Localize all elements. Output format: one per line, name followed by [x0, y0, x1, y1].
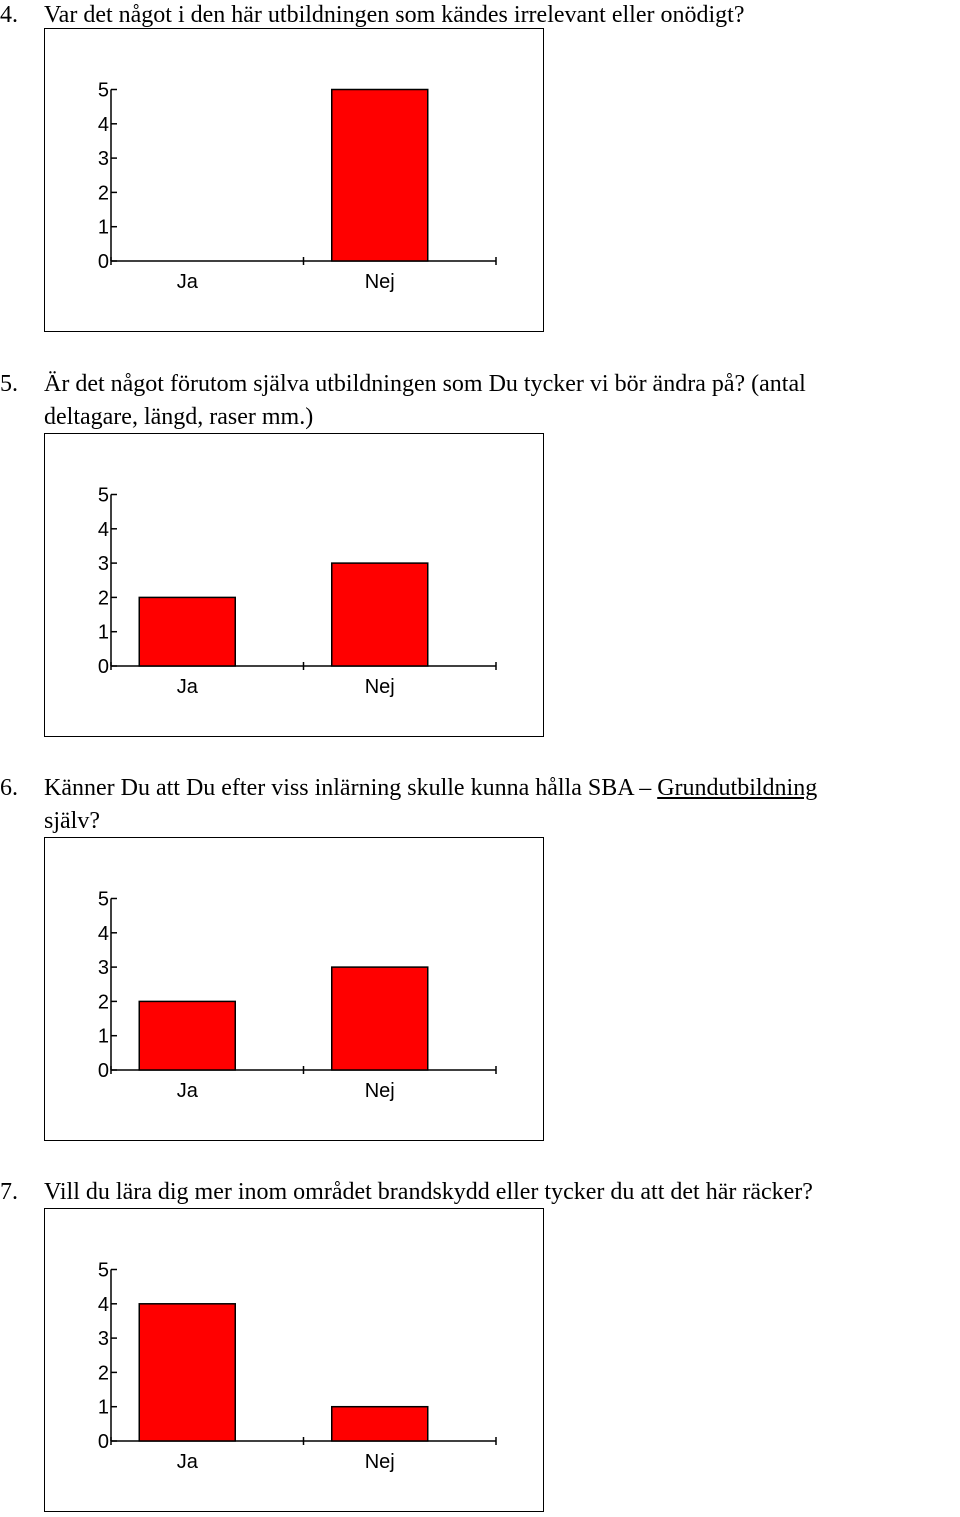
category-label: Nej [364, 1451, 395, 1473]
chart-q6 [44, 837, 544, 1141]
category-label: Ja [176, 271, 198, 293]
category-label: Ja [176, 1451, 198, 1473]
chart-q5 [44, 433, 544, 737]
question-number: 4. [0, 2, 18, 28]
bar-ja [139, 1001, 235, 1070]
y-tick-label: 2 [97, 1362, 109, 1385]
y-tick-label: 4 [97, 1293, 109, 1316]
bar-ja [139, 1304, 235, 1441]
category-label: Ja [176, 676, 198, 698]
chart-svg [45, 29, 545, 333]
bar-nej [332, 563, 428, 666]
category-label: Ja [176, 1080, 198, 1102]
y-tick-label: 4 [97, 518, 109, 541]
y-tick-label: 3 [97, 553, 109, 576]
question-number: 7. [0, 1179, 18, 1205]
y-tick-label: 0 [97, 251, 109, 273]
chart-q4 [44, 28, 544, 332]
y-tick-label: 0 [97, 1060, 109, 1082]
question-text [44, 773, 817, 804]
question-text: Var det något i den här utbildningen som kändes irrelevant eller onödigt? [44, 2, 745, 28]
y-tick-label: 0 [97, 1431, 109, 1453]
chart-svg [45, 434, 545, 738]
y-tick-label: 3 [97, 957, 109, 980]
question-text-underlined: Grundutbildning [657, 775, 818, 801]
bar-nej [332, 1407, 428, 1441]
y-tick-label: 1 [97, 1396, 109, 1419]
chart-q7 [44, 1208, 544, 1512]
y-tick-label: 5 [97, 1259, 109, 1282]
question-text: Är det något förutom själva utbildningen som Du tycker vi bör ändra på? (antal [44, 371, 806, 397]
category-label: Nej [364, 271, 395, 293]
y-tick-label: 1 [97, 216, 109, 239]
y-tick-label: 3 [97, 148, 109, 171]
y-tick-label: 4 [97, 113, 109, 136]
y-tick-label: 3 [97, 1328, 109, 1351]
category-label: Nej [364, 676, 395, 698]
y-tick-label: 2 [97, 991, 109, 1014]
y-tick-label: 0 [97, 656, 109, 678]
bar-nej [332, 90, 428, 262]
bar-nej [332, 967, 428, 1070]
y-tick-label: 1 [97, 621, 109, 644]
question-number: 6. [0, 775, 18, 801]
question-text: deltagare, längd, raser mm.) [44, 404, 314, 430]
y-tick-label: 1 [97, 1025, 109, 1048]
question-number: 5. [0, 371, 18, 397]
y-tick-label: 4 [97, 922, 109, 945]
y-tick-label: 2 [97, 182, 109, 205]
chart-svg [45, 1209, 545, 1513]
bar-ja [139, 597, 235, 666]
y-tick-label: 5 [97, 79, 109, 102]
question-text: själv? [44, 808, 100, 834]
y-tick-label: 5 [97, 484, 109, 507]
question-text-main: Känner Du att Du efter viss inlärning skulle kunna hålla SBA – [44, 775, 658, 801]
y-tick-label: 2 [97, 587, 109, 610]
category-label: Nej [364, 1080, 395, 1102]
question-text: Vill du lära dig mer inom området brandskydd eller tycker du att det här räcker? [44, 1179, 813, 1205]
chart-svg [45, 838, 545, 1142]
y-tick-label: 5 [97, 888, 109, 911]
